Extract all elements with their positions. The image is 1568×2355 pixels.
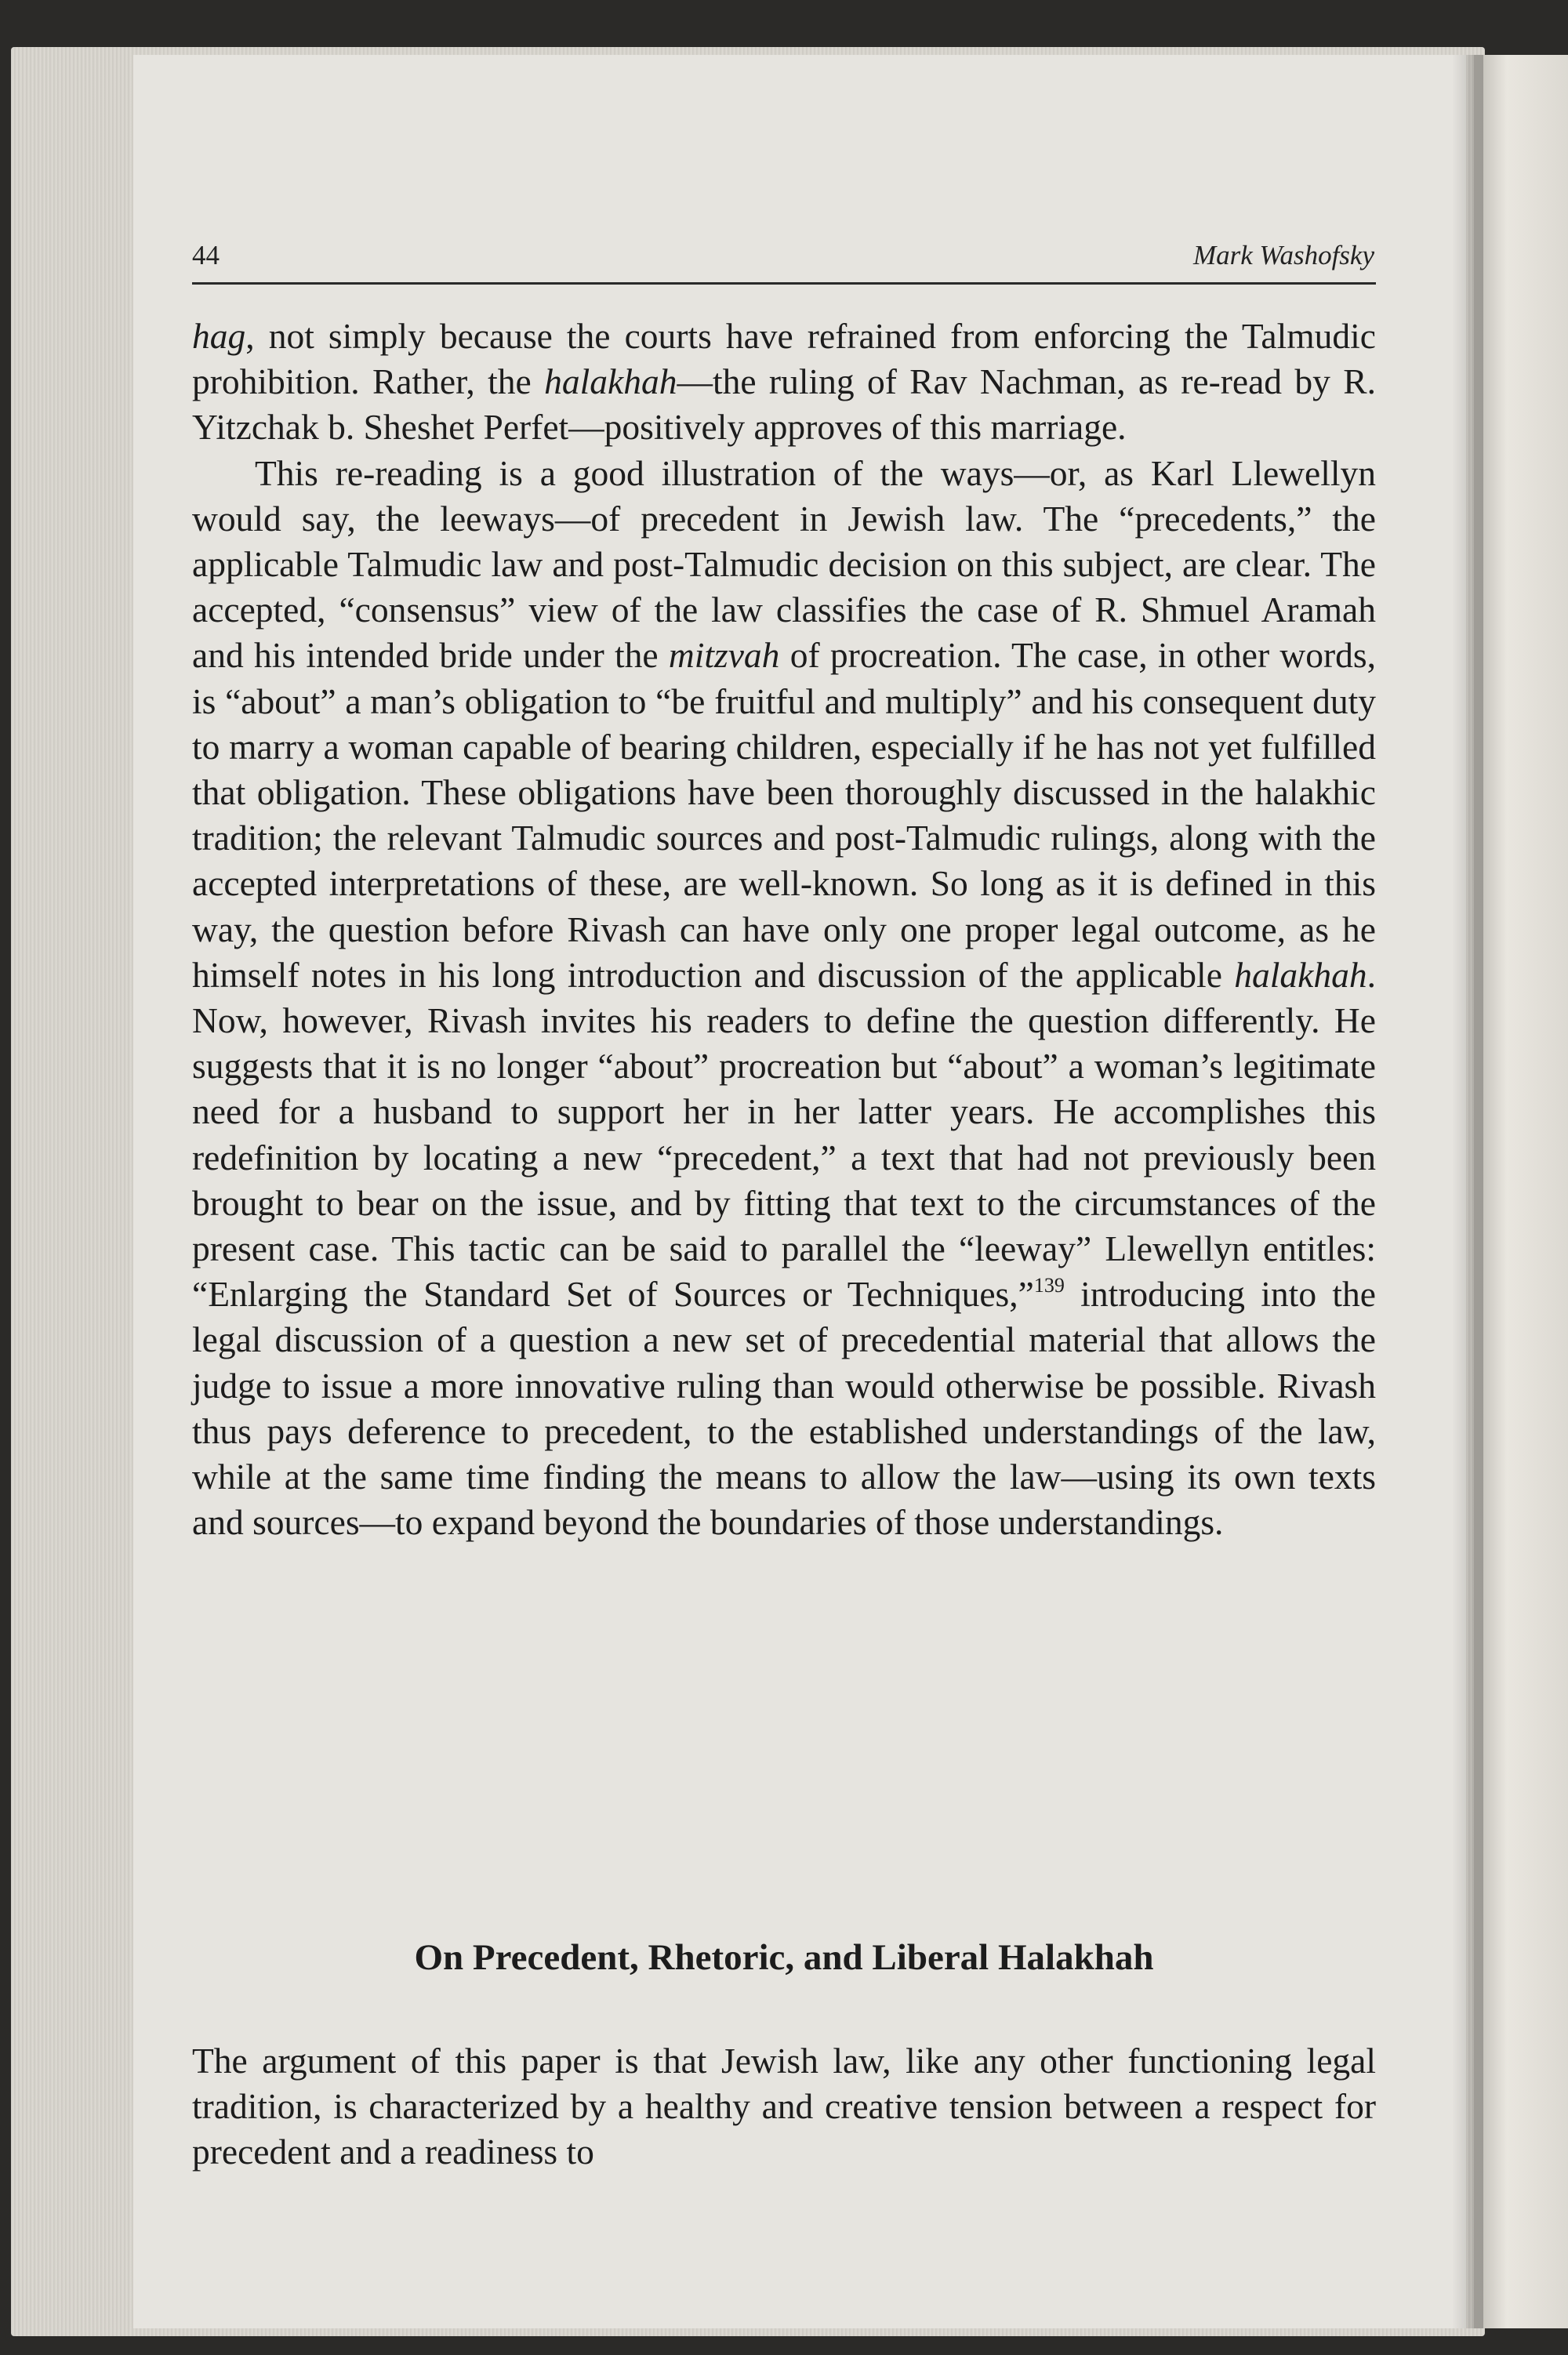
body-text-continued: [192, 2038, 1376, 2175]
text-run: . Now, however, Rivash invites his readers to define the question differently. He suggests that it is no longer “about” procreation but “about” a woman’s legitimate need for a husband to support her in her latter years. He accomplishes this redefinition by locating a new “precedent,” a text that had not previously been brought to bear on the issue, and by fitting that text to the circumstances of the present case. This tactic can be said to parallel the “leeway” Llewellyn entitles: “Enlarging the Standard Set of Sources or Techniques,”: [192, 954, 1376, 1315]
running-head-author: Mark Washofsky: [1192, 240, 1374, 270]
text-run: , not simply because the courts have refrained from enforcing the Talmudic prohibition. Rather, the: [192, 316, 1376, 402]
facing-page-edge: [1474, 55, 1568, 2328]
paragraph-1: [192, 314, 1376, 451]
text-run: of procreation. The case, in other words, is “about” a man’s obligation to “be fruitful and multiply” and his consequent duty to marry a woman capable of bearing children, especially if he has not yet fulfilled that obligation. These obligations have been thoroughly discussed in the halakhic tradition; the relevant Talmudic sources and post-Talmudic rulings, along with the accepted interpretations of these, are well-known. So long as it is defined in this way, the question before Rivash can have only one proper legal outcome, as he himself notes in his long introduction and discussion of the applicable: [192, 635, 1376, 995]
text-run: This re-reading is a good illustration of the ways—or, as Karl Llewellyn would say, the leeways—of precedent in Jewish law. The “precedents,” the applicable Talmudic law and post-Talmudic decision on this subject, are clear. The accepted, “consensus” view of the law classifies the case of R. Shmuel Aramah and his intended bride under the: [192, 452, 1376, 676]
gutter-shadow: [1452, 55, 1483, 2328]
paragraph-2: [192, 451, 1376, 1546]
italic-term: halakhah: [544, 361, 677, 402]
page-number: 44: [192, 240, 220, 270]
paragraph-3: The argument of this paper is that Jewish law, like any other functioning legal tradition, is characterized by a healthy and creative tension between a respect for precedent and a readiness to: [192, 2041, 1376, 2172]
body-text: [192, 314, 1376, 1545]
running-head: [192, 235, 1376, 285]
italic-term: halakhah: [1234, 954, 1367, 995]
text-run: introducing into the legal discussion of a question a new set of precedential material that allows the judge to issue a more innovative ruling than would otherwise be possible. Rivash thus pays deference to precedent, to the established understandings of the law, while at the same time finding the means to allow the law—using its own texts and sources—to expand beyond the boundaries of those understandings.: [192, 1274, 1376, 1543]
footnote-marker: 139: [1033, 1274, 1065, 1297]
text-run: —the ruling of Rav Nachman, as re-read by R. Yitzchak b. Sheshet Perfet—positively approves of this marriage.: [192, 361, 1377, 448]
italic-term: hag: [192, 316, 246, 356]
section-heading: On Precedent, Rhetoric, and Liberal Halakhah: [414, 1937, 1154, 1978]
italic-term: mitzvah: [668, 635, 780, 676]
